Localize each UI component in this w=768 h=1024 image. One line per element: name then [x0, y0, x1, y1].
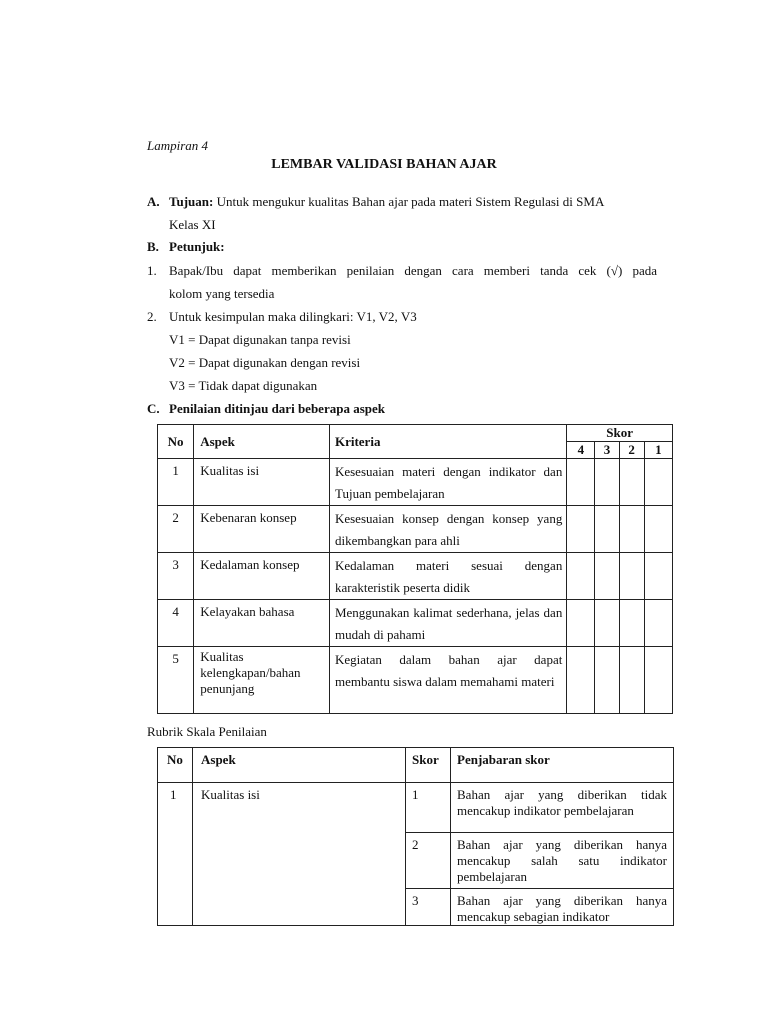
score-col-2: 2: [619, 442, 644, 459]
v3-legend: V3 = Tidak dapat digunakan: [169, 378, 318, 393]
assessment-table: [157, 424, 673, 714]
rubrik-table: [157, 747, 674, 926]
table-row: [158, 459, 673, 506]
item-1-line2: kolom yang tersedia: [169, 286, 275, 301]
row-kriteria: Kedalaman materi sesuai dengan karakteristik peserta didik: [329, 553, 566, 600]
score-cell[interactable]: [644, 553, 672, 600]
score-cell[interactable]: [619, 553, 644, 600]
score-cell[interactable]: [644, 506, 672, 553]
score-cell[interactable]: [619, 600, 644, 647]
score-cell[interactable]: [567, 506, 595, 553]
row-aspek: Kedalaman konsep: [194, 553, 330, 600]
item-1-line1: Bapak/Ibu dapat memberikan penilaian dengan cara memberi tanda cek (√) pada: [169, 263, 657, 278]
score-cell[interactable]: [644, 600, 672, 647]
score-cell[interactable]: [595, 647, 619, 714]
rubrik-header-skor: Skor: [406, 748, 451, 783]
page-title: LEMBAR VALIDASI BAHAN AJAR: [271, 157, 497, 172]
rubrik-header-penjabaran: Penjabaran skor: [451, 748, 674, 783]
score-col-3: 3: [595, 442, 619, 459]
row-aspek: Kebenaran konsep: [194, 506, 330, 553]
score-cell[interactable]: [595, 506, 619, 553]
section-a-line2: Kelas XI: [169, 217, 216, 232]
score-cell[interactable]: [567, 600, 595, 647]
score-cell[interactable]: [619, 506, 644, 553]
rubrik-skor: 2: [406, 833, 451, 889]
table-row: [158, 600, 673, 647]
section-a-label: Tujuan:: [169, 194, 214, 209]
header-kriteria: Kriteria: [329, 425, 566, 459]
header-aspek: Aspek: [194, 425, 330, 459]
rubrik-penjabaran: Bahan ajar yang diberikan hanya mencakup salah satu indikator pembelajaran: [451, 833, 674, 889]
score-cell[interactable]: [644, 647, 672, 714]
section-c-marker: C.: [147, 401, 160, 416]
score-cell[interactable]: [619, 459, 644, 506]
row-no: 3: [158, 553, 194, 600]
score-cell[interactable]: [595, 459, 619, 506]
v2-legend: V2 = Dapat digunakan dengan revisi: [169, 355, 361, 370]
rubrik-skor: 1: [406, 783, 451, 833]
table-row: [158, 783, 674, 833]
header-skor: Skor: [567, 425, 673, 442]
section-a-marker: A.: [147, 194, 160, 209]
rubrik-skor: 3: [406, 889, 451, 926]
section-a-line1: [169, 194, 604, 210]
rubrik-header-aspek: Aspek: [193, 748, 406, 783]
rubrik-caption: Rubrik Skala Penilaian: [147, 724, 267, 739]
row-aspek: Kelayakan bahasa: [194, 600, 330, 647]
row-aspek: Kualitas isi: [194, 459, 330, 506]
row-kriteria: Kegiatan dalam bahan ajar dapat membantu siswa dalam memahami materi: [329, 647, 566, 714]
table-row: [158, 647, 673, 714]
rubrik-penjabaran: Bahan ajar yang diberikan tidak mencakup indikator pembelajaran: [451, 783, 674, 833]
score-cell[interactable]: [644, 459, 672, 506]
score-cell[interactable]: [595, 553, 619, 600]
score-cell[interactable]: [567, 647, 595, 714]
section-c-label: Penilaian ditinjau dari beberapa aspek: [169, 401, 385, 416]
row-aspek: Kualitas kelengkapan/bahan penunjang: [194, 647, 330, 714]
section-a-text: Untuk mengukur kualitas Bahan ajar pada materi Sistem Regulasi di SMA: [216, 194, 605, 209]
score-col-1: 1: [644, 442, 672, 459]
section-b-marker: B.: [147, 239, 159, 254]
score-col-4: 4: [567, 442, 595, 459]
section-b-label: Petunjuk:: [169, 239, 225, 254]
row-kriteria: Kesesuaian materi dengan indikator dan Tujuan pembelajaran: [329, 459, 566, 506]
rubrik-row-no: 1: [158, 783, 193, 926]
row-no: 1: [158, 459, 194, 506]
score-cell[interactable]: [619, 647, 644, 714]
table-row: [158, 506, 673, 553]
item-2-line1: Untuk kesimpulan maka dilingkari: V1, V2, V3: [169, 309, 417, 324]
row-no: 5: [158, 647, 194, 714]
table-row: [158, 553, 673, 600]
score-cell[interactable]: [567, 459, 595, 506]
header-no: No: [158, 425, 194, 459]
lampiran-label: Lampiran 4: [147, 138, 209, 153]
item-2-number: 2.: [147, 309, 157, 324]
rubrik-header-no: No: [158, 748, 193, 783]
rubrik-row-aspek: Kualitas isi: [193, 783, 406, 926]
item-1-number: 1.: [147, 263, 157, 278]
v1-legend: V1 = Dapat digunakan tanpa revisi: [169, 332, 351, 347]
row-no: 2: [158, 506, 194, 553]
score-cell[interactable]: [595, 600, 619, 647]
row-kriteria: Kesesuaian konsep dengan konsep yang dikembangkan para ahli: [329, 506, 566, 553]
row-no: 4: [158, 600, 194, 647]
rubrik-penjabaran: Bahan ajar yang diberikan hanya mencakup sebagian indikator: [451, 889, 674, 926]
score-cell[interactable]: [567, 553, 595, 600]
row-kriteria: Menggunakan kalimat sederhana, jelas dan mudah di pahami: [329, 600, 566, 647]
